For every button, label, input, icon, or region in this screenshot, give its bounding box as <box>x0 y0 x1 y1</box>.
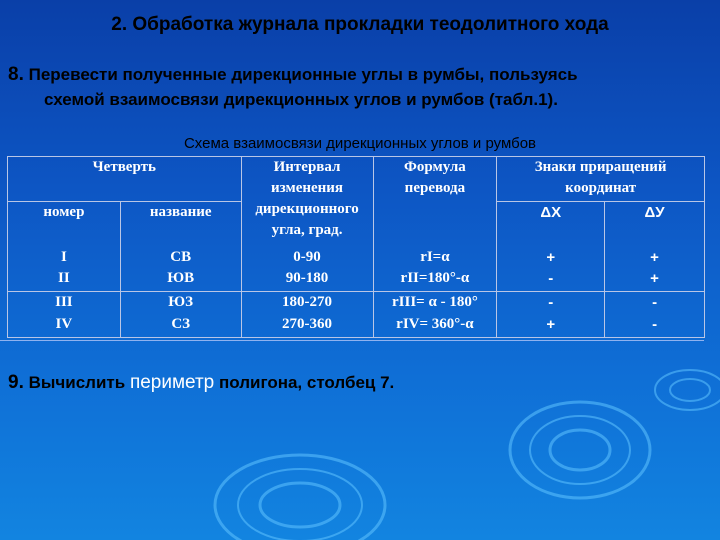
table-header-row <box>8 157 705 202</box>
task-8-number: 8. <box>8 64 24 85</box>
row-4-dy: - <box>605 314 705 337</box>
row-3-dx: - <box>497 291 605 314</box>
row-3-number: III <box>8 291 121 314</box>
row-1-number: I <box>8 246 121 268</box>
table-caption: Схема взаимосвязи дирекционных углов и румбов <box>183 135 537 152</box>
row-3-interval: 180-270 <box>241 291 373 314</box>
task-9 <box>8 372 394 394</box>
header-name: название <box>120 202 241 247</box>
scheme-table <box>7 156 705 338</box>
header-quarter: Четверть <box>8 157 242 202</box>
row-1-dx: + <box>497 246 605 268</box>
row-2-formula: rII=180°-α <box>373 268 497 291</box>
row-1-name: СВ <box>120 246 241 268</box>
header-interval <box>241 157 373 247</box>
row-1-formula: rI=α <box>373 246 497 268</box>
row-4-dx: + <box>497 314 605 337</box>
row-1-interval: 0-90 <box>241 246 373 268</box>
row-4-formula: rIV= 360°-α <box>373 314 497 337</box>
header-formula-line1: Формула <box>404 159 466 175</box>
row-2-dy: + <box>605 268 705 291</box>
task-9-after: полигона, столбец 7. <box>218 373 395 392</box>
task-9-before: Вычислить <box>28 373 126 392</box>
header-dx: ΔX <box>497 202 605 247</box>
task-9-number: 9. <box>8 372 24 393</box>
header-signs <box>497 157 705 202</box>
task-8-line2: схемой взаимосвязи дирекционных углов и румбов (табл.1). <box>44 90 558 109</box>
row-3-name: ЮЗ <box>120 291 241 314</box>
header-signs-line1: Знаки приращений <box>534 159 667 175</box>
task-9-accent: периметр <box>129 372 215 393</box>
table-row <box>8 291 705 314</box>
header-interval-line3: дирекционного <box>255 201 359 217</box>
row-2-dx: - <box>497 268 605 291</box>
table-row <box>8 268 705 291</box>
row-2-interval: 90-180 <box>241 268 373 291</box>
header-formula-line2: перевода <box>404 180 466 196</box>
row-4-interval: 270-360 <box>241 314 373 337</box>
header-signs-line2: координат <box>565 180 637 196</box>
row-4-name: СЗ <box>120 314 241 337</box>
task-8-line1: Перевести полученные дирекционные углы в румбы, пользуясь <box>28 65 578 84</box>
header-dy: ΔУ <box>605 202 705 247</box>
row-3-dy: - <box>605 291 705 314</box>
header-interval-line2: изменения <box>271 180 344 196</box>
row-2-number: II <box>8 268 121 291</box>
header-formula <box>373 157 497 247</box>
page-title: 2. Обработка журнала прокладки теодолитного хода <box>111 14 609 35</box>
row-1-dy: + <box>605 246 705 268</box>
row-2-name: ЮВ <box>120 268 241 291</box>
table-row <box>8 246 705 268</box>
divider <box>0 340 704 341</box>
table-row <box>8 314 705 337</box>
row-3-formula: rIII= α - 180° <box>373 291 497 314</box>
header-number: номер <box>8 202 121 247</box>
header-interval-line4: угла, град. <box>271 222 343 238</box>
task-8 <box>8 62 708 112</box>
header-interval-line1: Интервал <box>273 159 341 175</box>
row-4-number: IV <box>8 314 121 337</box>
